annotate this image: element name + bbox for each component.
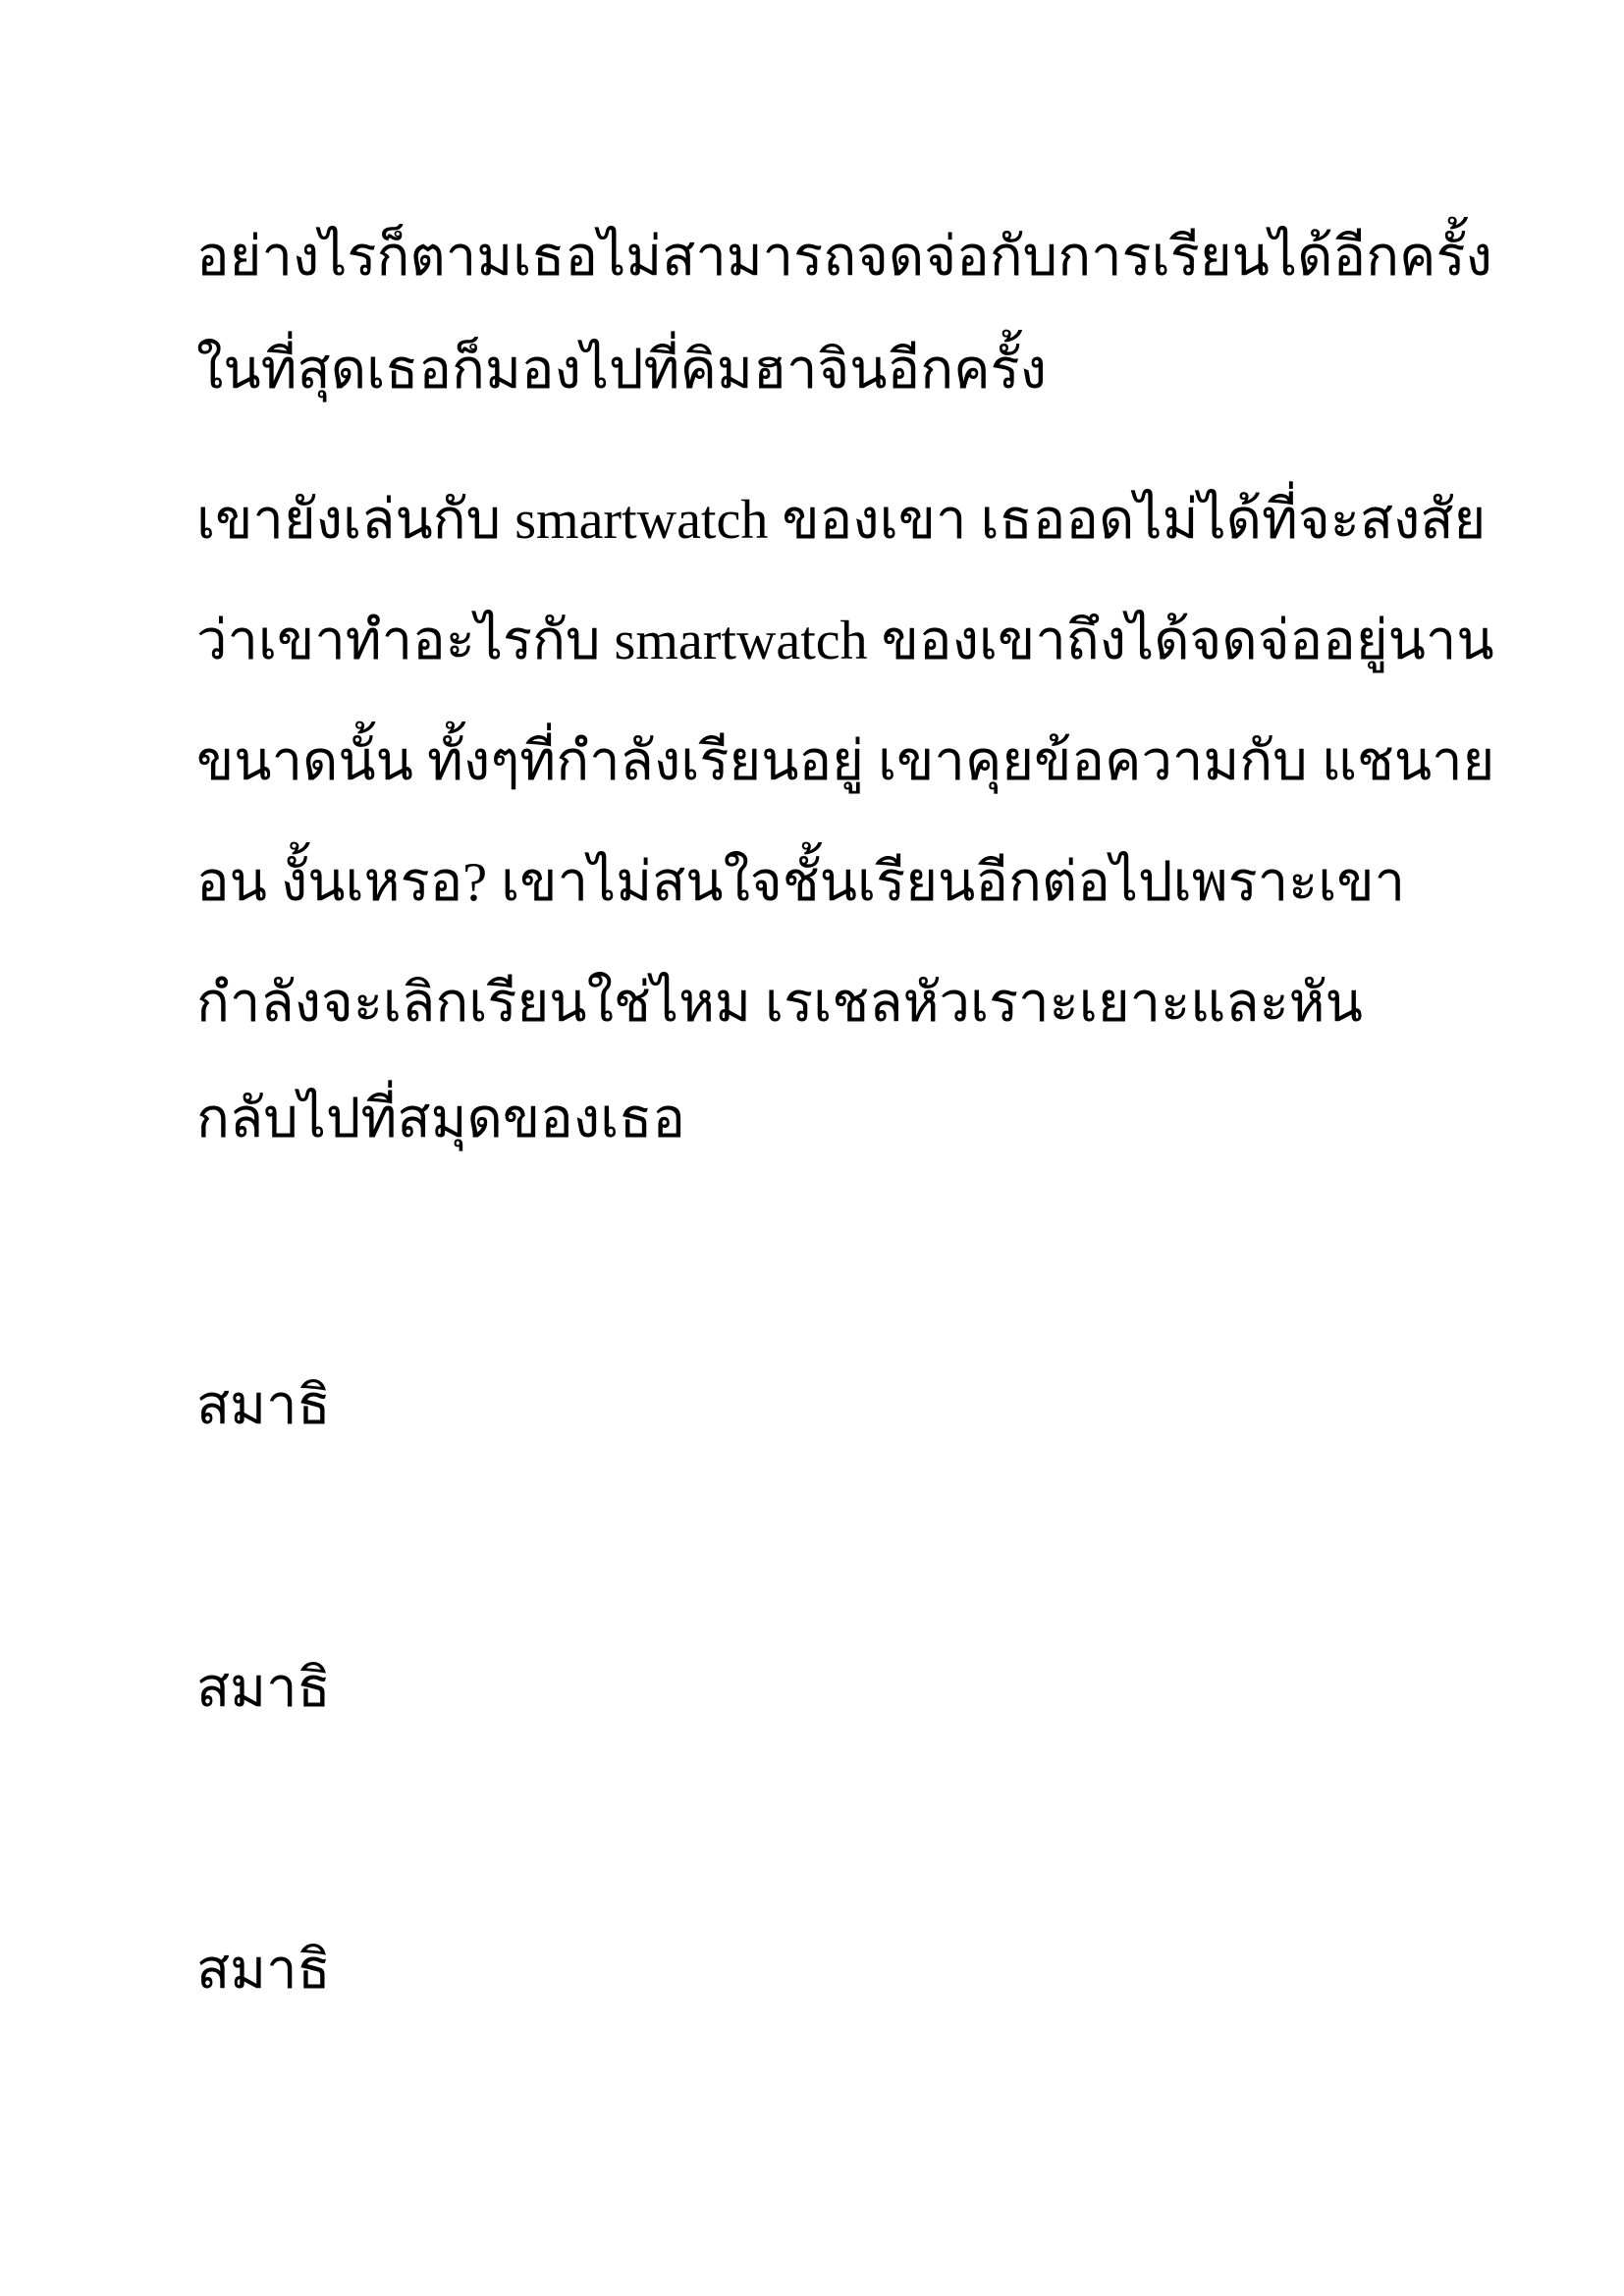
paragraph-2-line-5: กำลังจะเลิกเรียนใช่ไหม เรเชลหัวเราะเยาะและหัน: [196, 973, 1363, 1034]
paragraph-1-line-2: ในที่สุดเธอก็มองไปที่คิมฮาจินอีกครั้ง: [196, 340, 1047, 400]
section-break-word-3: สมาธิ: [196, 1940, 331, 2001]
section-break-word-2: สมาธิ: [196, 1658, 331, 1719]
paragraph-2-line-4: อน งั้นเหรอ? เขาไม่สนใจชั้นเรียนอีกต่อไปเพราะเขา: [196, 852, 1406, 913]
paragraph-2-line-1: เขายังเล่นกับ smartwatch ของเขา เธออดไม่ได้ที่จะสงสัย: [196, 490, 1487, 551]
paragraph-1-line-1: อย่างไรก็ตามเธอไม่สามารถจดจ่อกับการเรียนได้อีกครั้ง: [196, 227, 1492, 288]
section-break-word-1: สมาธิ: [196, 1375, 331, 1436]
paragraph-2-line-3: ขนาดนั้น ทั้งๆที่กำลังเรียนอยู่ เขาคุยข้อความกับ แชนาย: [196, 731, 1495, 792]
paragraph-2-line-6: กลับไปที่สมุดของเธอ: [196, 1089, 686, 1149]
paragraph-2-line-2: ว่าเขาทำอะไรกับ smartwatch ของเขาถึงได้จดจ่ออยู่นาน: [196, 611, 1494, 671]
